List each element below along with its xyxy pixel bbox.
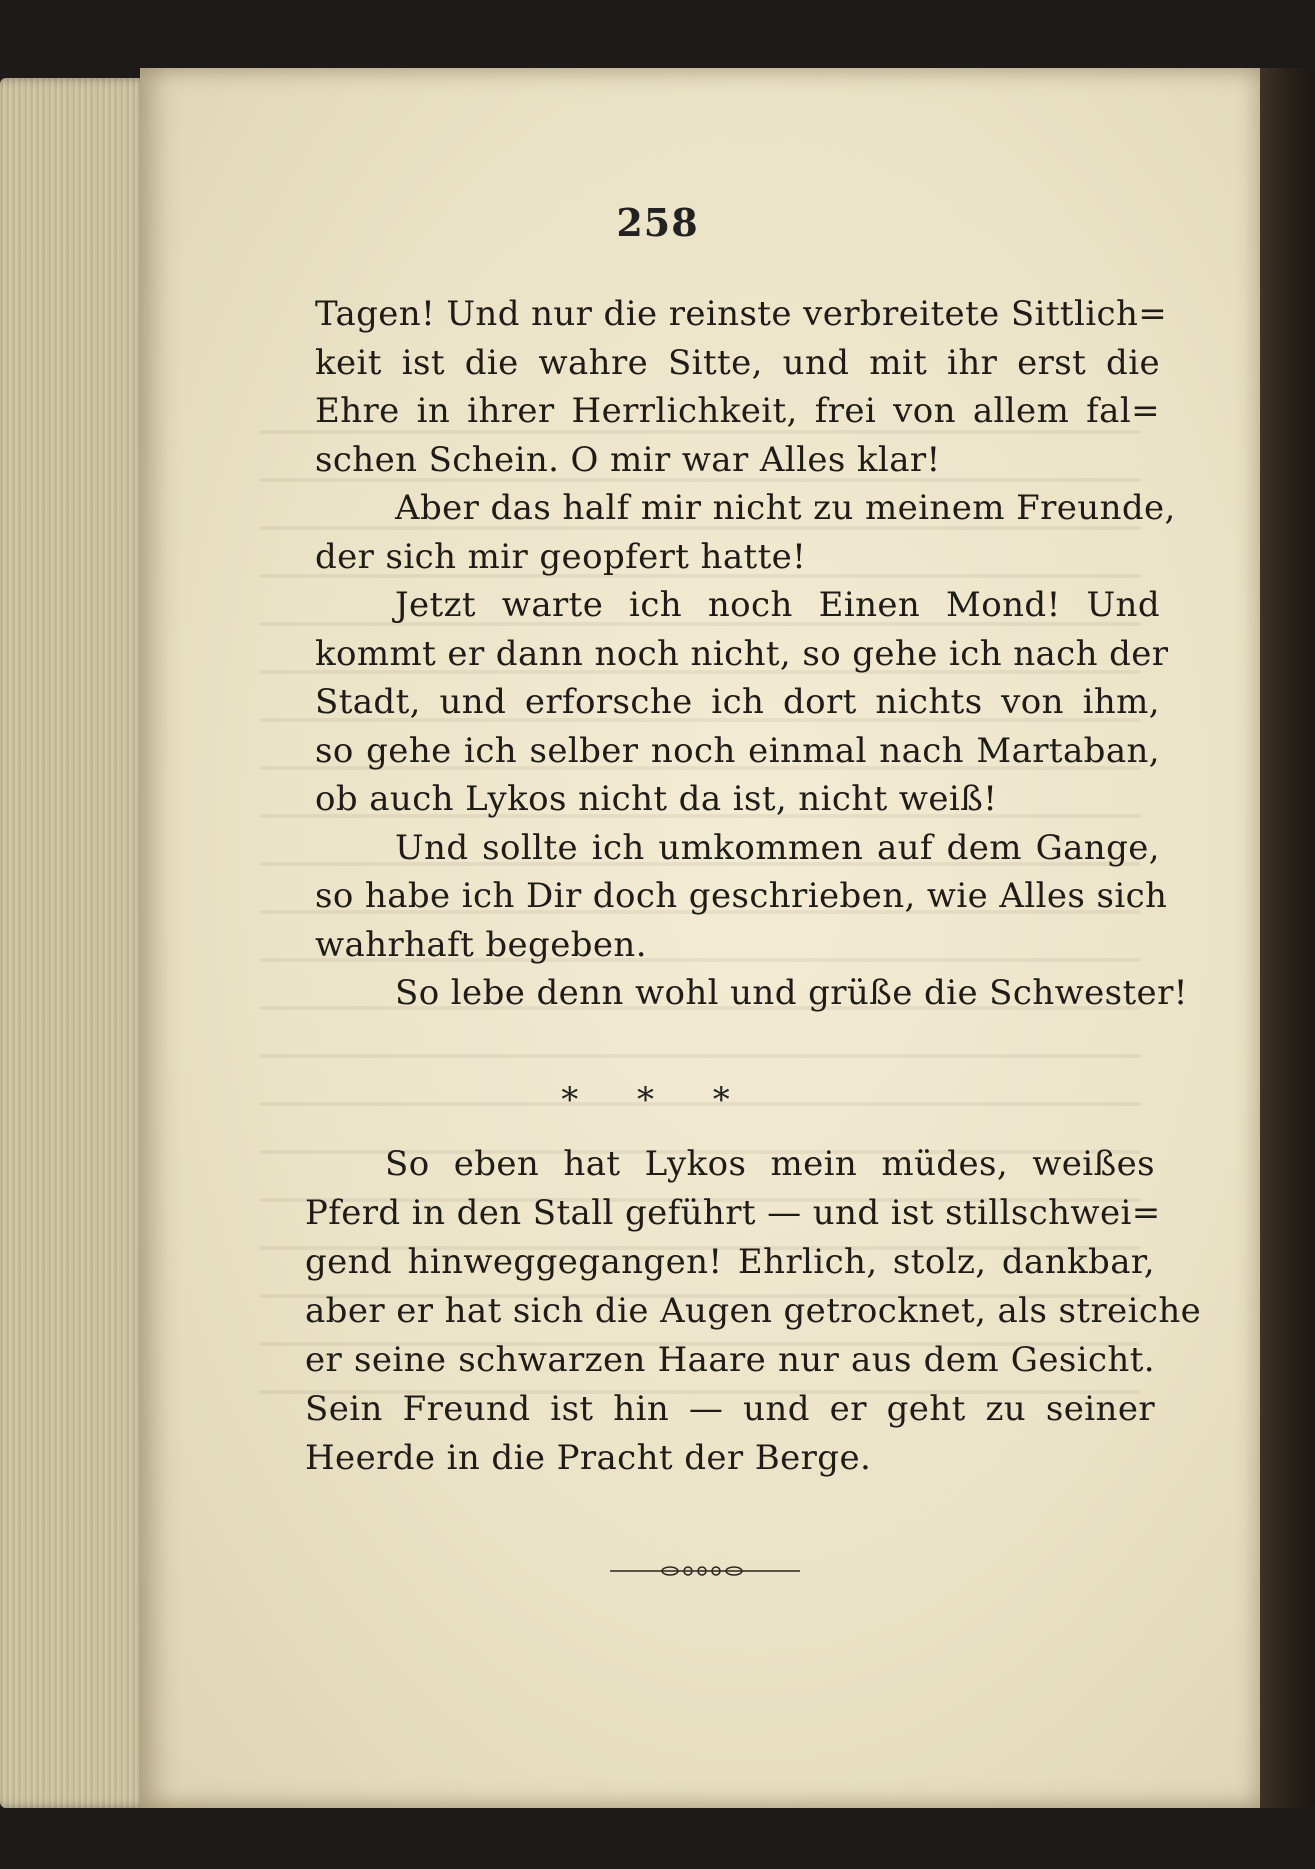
text-line: ob auch Lykos nicht da ist, nicht weiß!	[315, 779, 998, 819]
closing-text	[305, 1140, 1202, 1483]
text-line: gend hinweggegangen! Ehrlich, stolz, dankbar,	[305, 1242, 1155, 1282]
section-separator: * * *	[561, 1080, 754, 1120]
text-line: Ehre in ihrer Herrlichkeit, frei von allem fal=	[315, 391, 1160, 431]
text-line: Stadt, und erforsche ich dort nichts von ihm,	[315, 682, 1160, 722]
text-line: keit ist die wahre Sitte, und mit ihr erst die	[315, 342, 1160, 383]
page-stack-left	[0, 78, 150, 1808]
text-line: So lebe denn wohl und grüße die Schwester!	[395, 973, 1188, 1013]
text-line: wahrhaft begeben.	[315, 924, 647, 965]
text-line: So eben hat Lykos mein müdes, weißes	[385, 1144, 1155, 1184]
text-line: Aber das half mir nicht zu meinem Freunde,	[395, 488, 1176, 528]
text-line: Jetzt warte ich noch Einen Mond! Und	[395, 585, 1160, 625]
text-line: kommt er dann noch nicht, so gehe ich nach der	[315, 633, 1169, 674]
text-line: Sein Freund ist hin — und er geht zu seiner	[305, 1389, 1155, 1429]
decorative-rule-icon	[610, 1563, 800, 1579]
text-line: Heerde in die Pracht der Berge.	[305, 1438, 872, 1478]
text-line: Und sollte ich umkommen auf dem Gange,	[395, 827, 1160, 868]
text-line: der sich mir geopfert hatte!	[315, 536, 807, 577]
text-line: Pferd in den Stall geführt — und ist stillschwei=	[305, 1193, 1161, 1233]
text-line: so gehe ich selber noch einmal nach Martaban,	[315, 730, 1160, 771]
text-line: Tagen! Und nur die reinste verbreitete Sittlich=	[315, 294, 1168, 334]
text-line: so habe ich Dir doch geschrieben, wie Alles sich	[315, 876, 1168, 916]
text-line: aber er hat sich die Augen getrocknet, als streiche	[305, 1291, 1202, 1331]
page-number: 258	[616, 200, 699, 245]
text-line: schen Schein. O mir war Alles klar!	[315, 439, 941, 480]
main-text	[315, 290, 1188, 1018]
text-line: er seine schwarzen Haare nur aus dem Gesicht.	[305, 1340, 1155, 1380]
